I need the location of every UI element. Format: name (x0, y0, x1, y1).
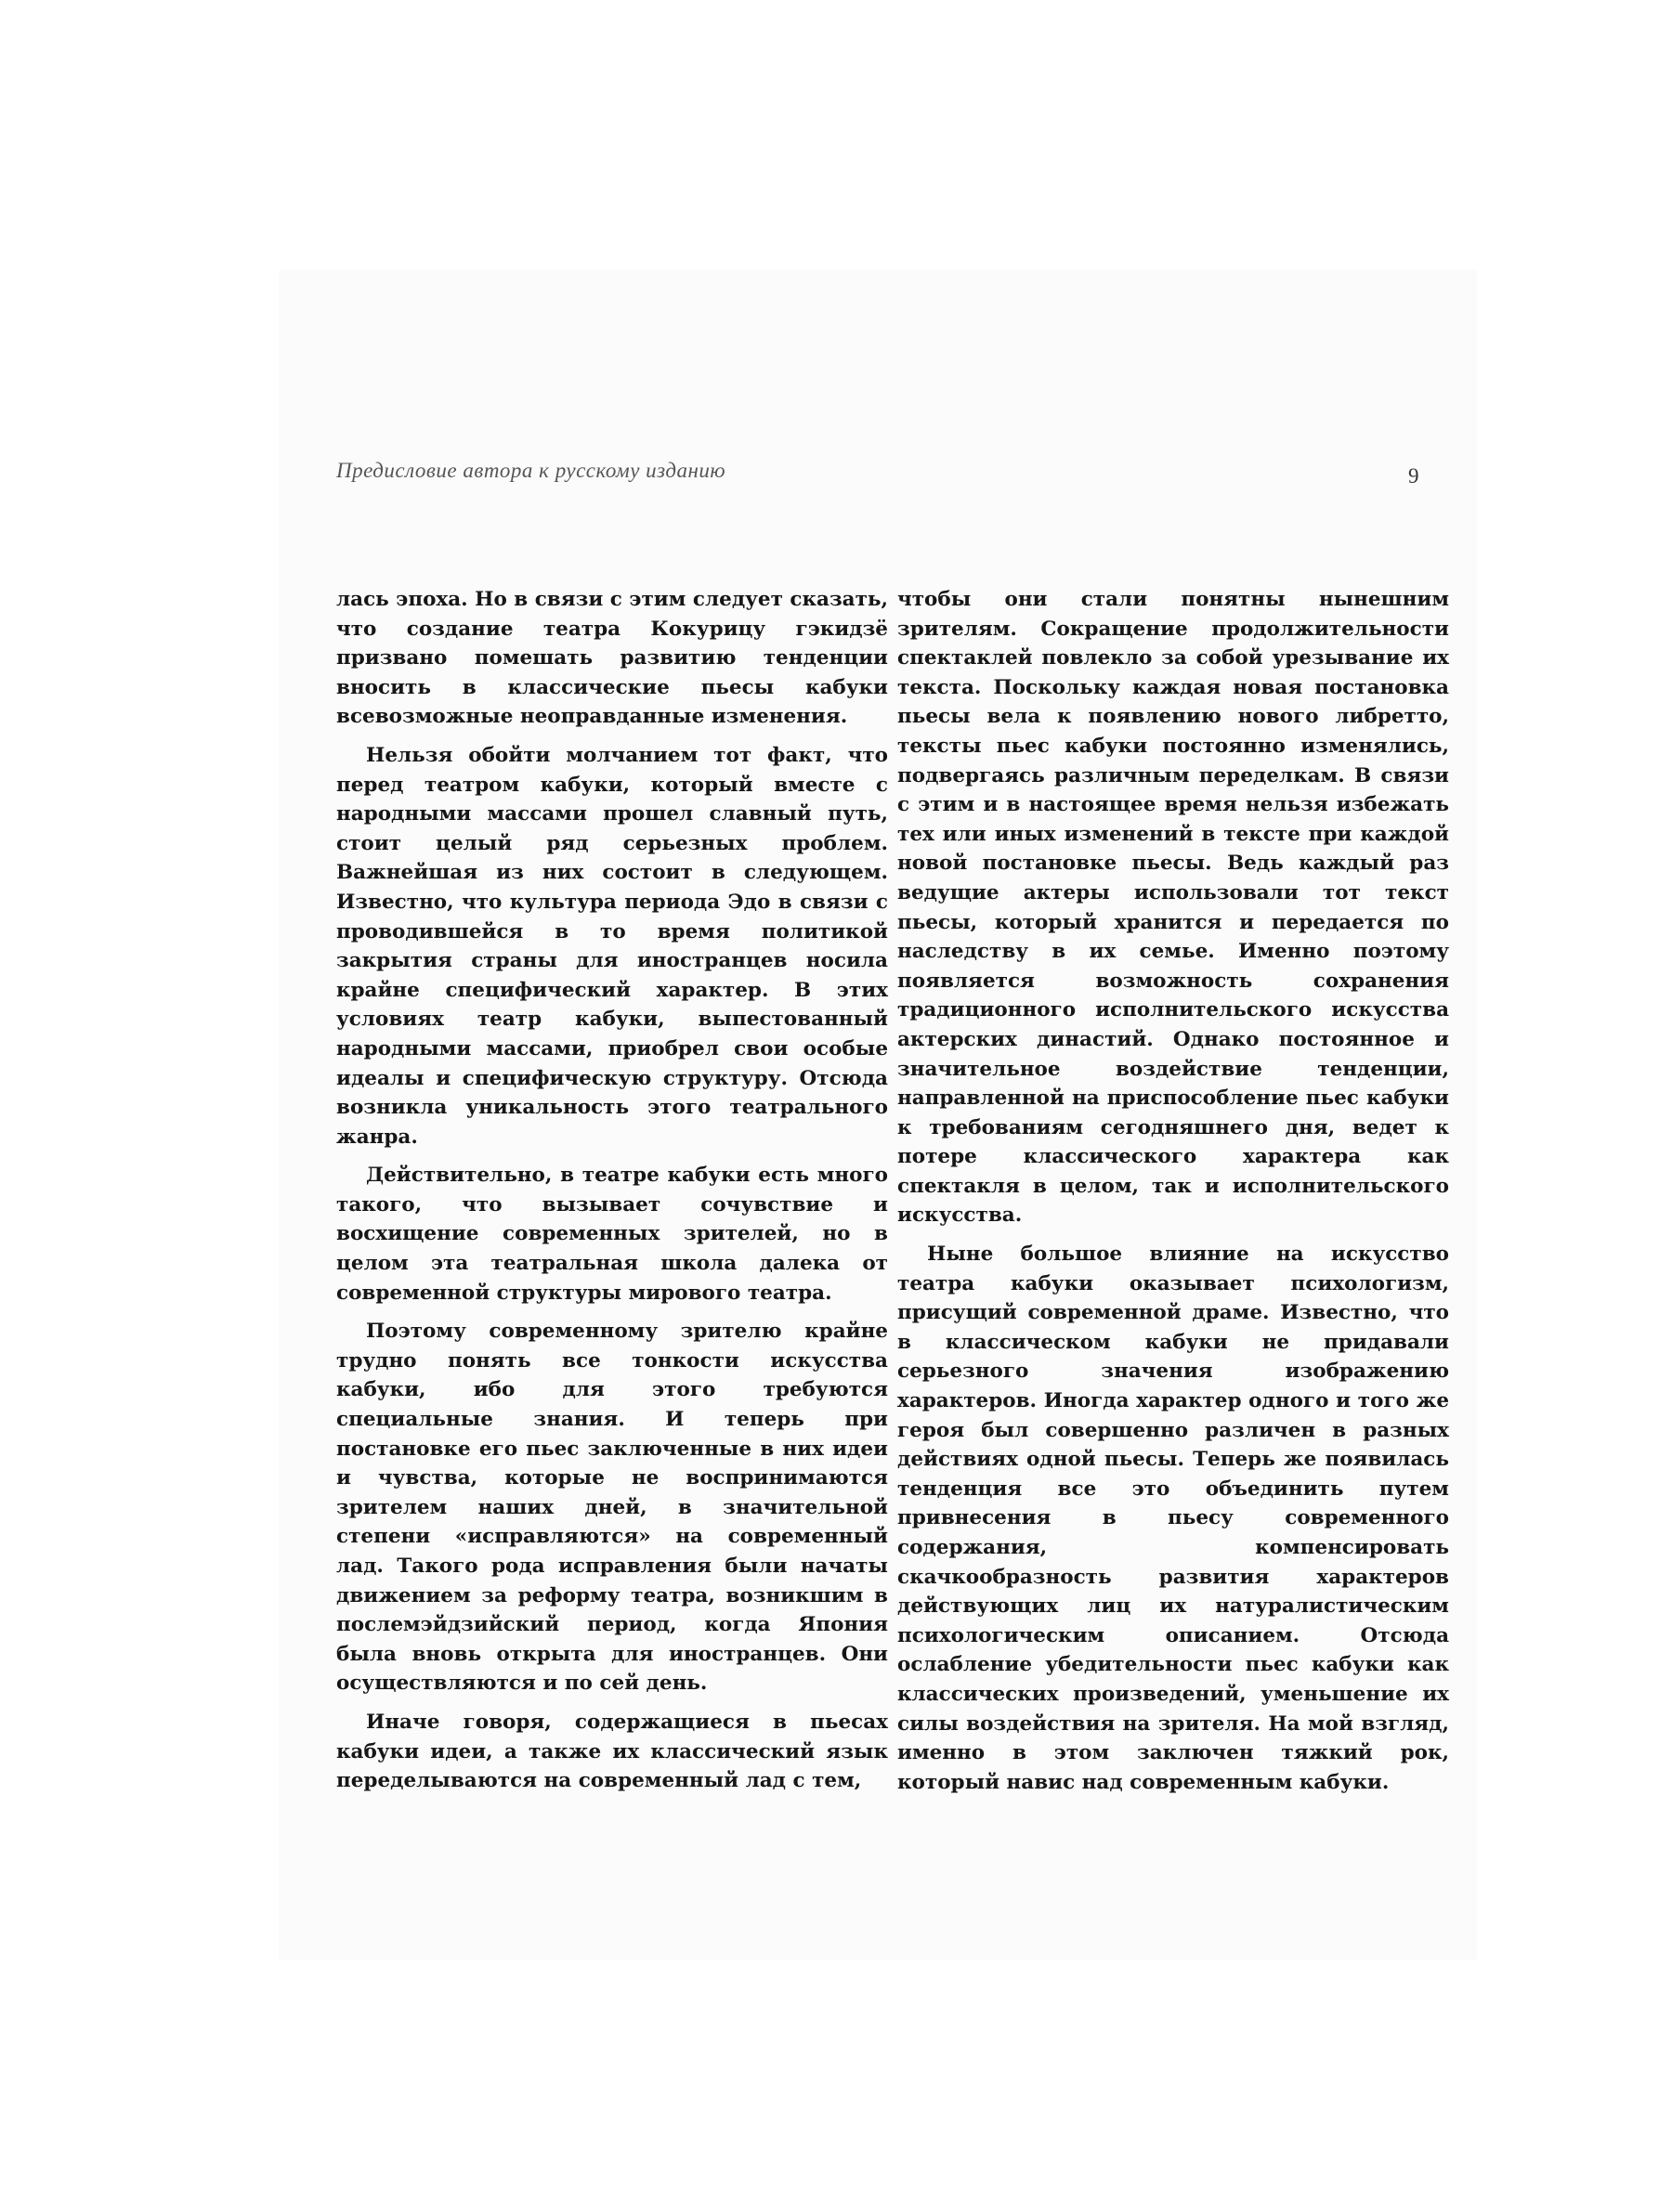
paragraph-continuation: чтобы они стали понятны нынешним зрителям. Сокращение продолжительности спектаклей повлекло за собой урезывание их текста. Поскольку каждая новая постановка пьесы вела к появлению нового либретто, тексты пьес кабуки постоянно изменялись, подвергаясь различным переделкам. В связи с этим и в настоящее время нельзя избежать тех или иных изменений в тексте при каждой новой постановке пьесы. Ведь каждый раз ведущие актеры использовали тот текст пьесы, который хранится и передается по наследству в их семье. Именно поэтому появляется возможность сохранения традиционного исполнительского искусства актерских династий. Однако постоянное и значительное воздействие тенденции, направленной на приспособление пьес кабуки к требованиям сегодняшнего дня, ведет к потере классического характера как спектакля в целом, так и исполнительского искусства. (897, 588, 1449, 1228)
paragraph-continuation: лась эпоха. Но в связи с этим следует сказать, что создание театра Кокурицу гэкидзё призвано помешать развитию тенденции вносить в классические пьесы кабуки всевозможные неоправданные изменения. (336, 588, 888, 729)
paragraph: Поэтому современному зрителю крайне трудно понять все тонкости искусства кабуки, ибо для этого требуются специальные знания. И теперь при постановке его пьес заключенные в них идеи и чувства, которые не воспринимаются зрителем наших дней, в значительной степени «исправляются» на современный лад. Такого рода исправления были начаты движением за реформу театра, возникшим в послемэйдзийский период, когда Япония была вновь открыта для иностранцев. Они осуществляются и по сей день. (336, 1320, 888, 1696)
paragraph: Ныне большое влияние на искусство театра кабуки оказывает психологизм, присущий современной драме. Известно, что в классическом кабуки не придавали серьезного значения изображению характеров. Иногда характер одного и того же героя был совершенно различен в разных действиях одной пьесы. Теперь же появилась тенденция все это объединить путем привнесения в пьесу современного содержания, компенсировать скачкообразность развития характеров действующих лиц их натуралистическим психологическим описанием. Отсюда ослабление убедительности пьес кабуки как классических произведений, уменьшение их силы воздействия на зрителя. На мой взгляд, именно в этом заключен тяжкий рок, который навис над современным кабуки. (897, 1243, 1449, 1794)
paragraph: Нельзя обойти молчанием тот факт, что перед театром кабуки, который вместе с народными массами прошел славный путь, стоит целый ряд серьезных проблем. Важнейшая из них состоит в следующем. Известно, что культура периода Эдо в связи с проводившейся в то время политикой закрытия страны для иностранцев носила крайне специфический характер. В этих условиях театр кабуки, выпестованный народными массами, приобрел свои особые идеалы и специфическую структуру. Отсюда возникла уникальность этого театрального жанра. (336, 743, 888, 1149)
paragraph: Действительно, в театре кабуки есть много такого, что вызывает сочувствие и восхищение современных зрителей, но в целом эта театральная школа далека от современной структуры мирового театра. (336, 1164, 888, 1305)
right-column (897, 585, 1449, 1797)
page-number: 9 (1408, 464, 1419, 488)
running-title: Предисловие автора к русскому изданию (336, 459, 726, 482)
left-column (336, 585, 888, 1796)
paragraph: Иначе говоря, содержащиеся в пьесах кабуки идеи, а также их классический язык переделываются на современный лад с тем, (336, 1710, 888, 1793)
